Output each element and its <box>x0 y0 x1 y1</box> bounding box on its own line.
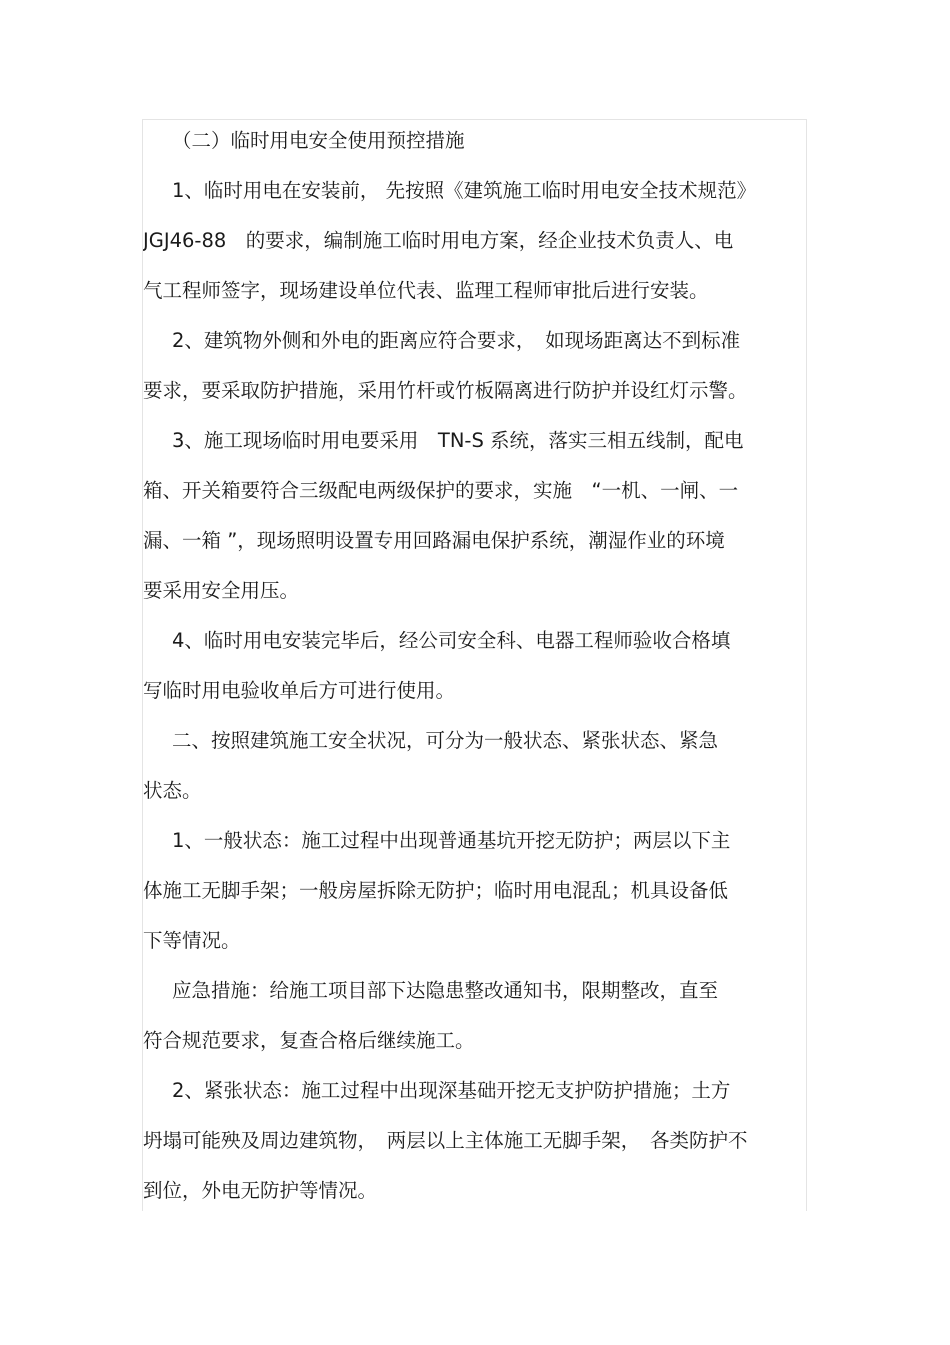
paragraph-line: 箱、开关箱要符合三级配电两级保护的要求，实施 “一机、一闸、一 <box>143 479 739 502</box>
paragraph-line: 要求，要采取防护措施，采用竹杆或竹板隔离进行防护并设红灯示警。 <box>143 379 748 402</box>
paragraph-line: 坍塌可能殃及周边建筑物， 两层以上主体施工无脚手架， 各类防护不 <box>143 1129 748 1152</box>
paragraph-line: 状态。 <box>143 779 202 802</box>
paragraph-line: 体施工无脚手架；一般房屋拆除无防护；临时用电混乱；机具设备低 <box>143 879 729 902</box>
paragraph-line: 气工程师签字，现场建设单位代表、监理工程师审批后进行安装。 <box>143 279 709 302</box>
paragraph-line: 符合规范要求，复查合格后继续施工。 <box>143 1029 475 1052</box>
paragraph-line: 下等情况。 <box>143 929 241 952</box>
paragraph-line: 写临时用电验收单后方可进行使用。 <box>143 679 456 702</box>
paragraph-line: 1、一般状态：施工过程中出现普通基坑开挖无防护；两层以下主 <box>172 829 731 852</box>
paragraph-line: 要采用安全用压。 <box>143 579 300 602</box>
paragraph-line: 应急措施：给施工项目部下达隐患整改通知书，限期整改，直至 <box>172 979 719 1002</box>
section-heading: （二）临时用电安全使用预控措施 <box>172 129 465 152</box>
paragraph-line: 4、临时用电安装完毕后，经公司安全科、电器工程师验收合格填 <box>172 629 731 652</box>
paragraph-line: 1、临时用电在安装前， 先按照《建筑施工临时用电安全技术规范》 <box>172 179 757 202</box>
paragraph-line: 到位，外电无防护等情况。 <box>143 1179 378 1202</box>
paragraph-line: 2、紧张状态：施工过程中出现深基础开挖无支护防护措施；土方 <box>172 1079 731 1102</box>
section-heading: 二、按照建筑施工安全状况，可分为一般状态、紧张状态、紧急 <box>172 729 719 752</box>
paragraph-line: 漏、一箱 ”，现场照明设置专用回路漏电保护系统，潮湿作业的环境 <box>143 529 725 552</box>
paragraph-line: JGJ46-88 的要求，编制施工临时用电方案，经企业技术负责人、电 <box>143 229 734 252</box>
paragraph-line: 3、施工现场临时用电要采用 TN-S 系统，落实三相五线制，配电 <box>172 429 744 452</box>
paragraph-line: 2、建筑物外侧和外电的距离应符合要求， 如现场距离达不到标准 <box>172 329 741 352</box>
